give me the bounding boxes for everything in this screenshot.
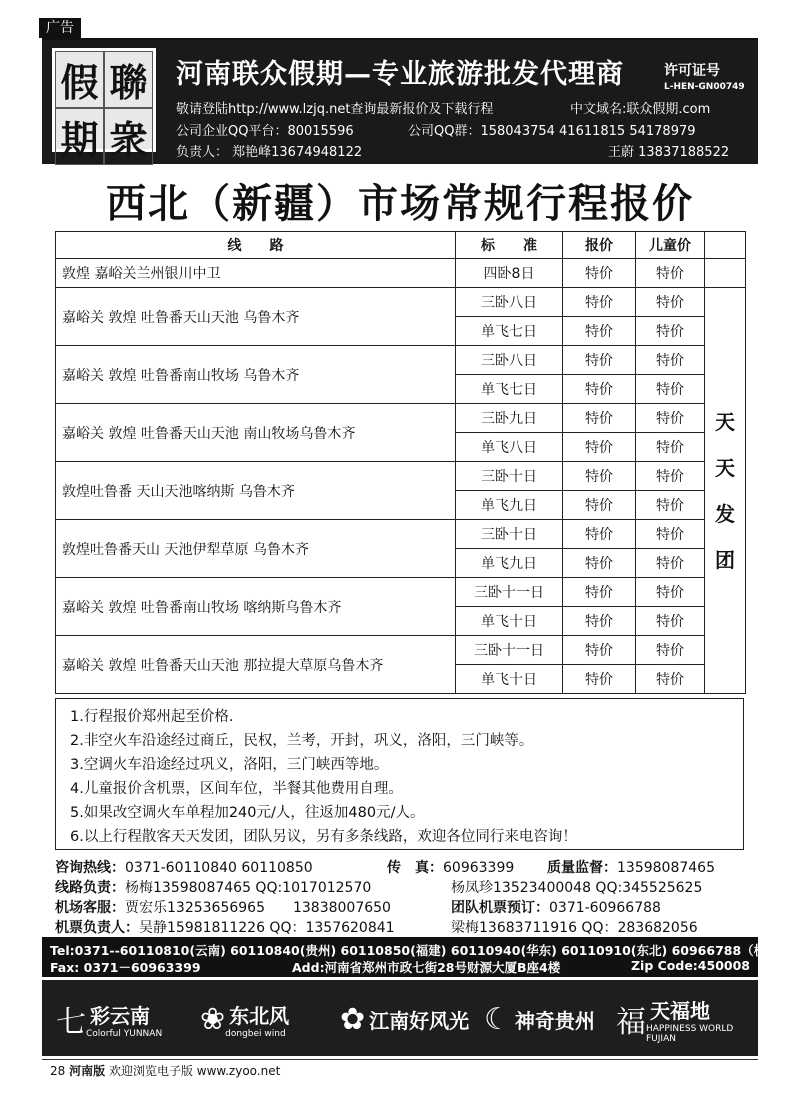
brand-colorful-yunnan [56,988,162,1050]
manager-contact-2: 王蔚 13837188522 [608,145,730,160]
price-cell: 特价 [563,636,636,665]
brand-jiangnan [340,988,469,1050]
route-cell: 嘉峪关 敦煌 吐鲁番天山天池 那拉提大草原乌鲁木齐 [56,636,456,694]
quality-label: 质量监督： [547,860,617,876]
price-cell: 特价 [563,578,636,607]
table-row [56,578,746,607]
note-item: 6.以上行程散客天天发团，团队另议，另有多条线路，欢迎各位同行来电咨询！ [70,829,577,845]
hotline-row [55,857,313,877]
child-price-cell: 特价 [636,491,705,520]
airport-row [55,897,391,917]
child-price-cell: 特价 [636,462,705,491]
header-blank [705,232,746,259]
logo-char: 衆 [104,108,153,165]
standard-cell: 单飞七日 [456,317,563,346]
price-cell: 特价 [563,433,636,462]
brand-sub: HAPPINESS WORLD FUJIAN [646,1023,734,1044]
hotline-value: 0371-60110840 60110850 [125,860,313,876]
note-item: 5.如果改空调火车单程加240元/人，往返加480元/人。 [70,805,425,821]
company-title: 河南联众假期—专业旅游批发代理商 [176,59,624,90]
note-item: 3.空调火车沿途经过巩义，洛阳，三门峡西等地。 [70,757,389,773]
child-price-cell: 特价 [636,520,705,549]
standard-cell: 四卧8日 [456,259,563,288]
flower-icon: ✿ [340,1001,366,1037]
route-contact-a: 杨梅13598087465 QQ:1017012570 [125,880,372,896]
fax-value: 60963399 [443,860,515,876]
daily-departure-label [705,288,746,694]
license-number: L-HEN-GN00749 [664,82,745,92]
child-price-cell: 特价 [636,433,705,462]
brand-name: 天福地 [650,998,710,1023]
moon-icon: ☾ [484,1001,511,1037]
qq-groups: 公司QQ群：158043754 41611815 54178979 [408,124,696,139]
logo-char: 期 [55,108,104,165]
notes-box [55,698,744,850]
route-contact-label: 线路负责： [55,880,125,896]
side-blank-cell [705,259,746,288]
team-ticket-label: 团队机票预订： [451,900,549,916]
daily-departure-char: 团 [715,547,735,572]
price-cell: 特价 [563,607,636,636]
child-price-cell: 特价 [636,288,705,317]
note-item: 4.儿童报价含机票，区间车位，半餐其他费用自理。 [70,781,403,797]
team-ticket-value: 0371-60966788 [549,900,661,916]
page-footer [50,1062,280,1079]
price-cell: 特价 [563,549,636,578]
route-cell: 嘉峪关 敦煌 吐鲁番南山牧场 喀纳斯乌鲁木齐 [56,578,456,636]
standard-cell: 单飞九日 [456,491,563,520]
route-cell: 嘉峪关 敦煌 吐鲁番南山牧场 乌鲁木齐 [56,346,456,404]
license-label: 许可证号 [664,63,720,79]
manager-contact: 负责人： 郑艳峰13674948122 [176,145,363,160]
price-cell: 特价 [563,375,636,404]
standard-cell: 单飞七日 [456,375,563,404]
contact-bar [42,937,792,977]
table-row [56,346,746,375]
standard-cell: 三卧九日 [456,404,563,433]
brand-mark-icon: 七 [56,1005,86,1040]
route-cell: 敦煌吐鲁番天山 天池伊犁草原 乌鲁木齐 [56,520,456,578]
route-cell: 嘉峪关 敦煌 吐鲁番天山天池 乌鲁木齐 [56,288,456,346]
quality-row [547,857,715,877]
ticket-manager-row [55,917,395,937]
ticket-manager-label: 机票负责人： [55,920,139,936]
edition-label: 河南版 [69,1064,106,1078]
fax-label: 传 真： [387,860,443,876]
page-title: 西北（新疆）市场常规行程报价 [106,181,694,227]
table-row [56,520,746,549]
brand-name: 东北风 [229,1003,290,1028]
price-cell: 特价 [563,491,636,520]
brand-strip [42,980,758,1056]
standard-cell: 三卧十日 [456,462,563,491]
brand-dongbei-wind [200,988,289,1050]
daily-departure-char: 天 [715,455,735,480]
ticket-manager-b: 梁梅13683711916 QQ：283682056 [451,920,698,936]
company-qq: 公司企业QQ平台：80015596 [176,124,354,139]
company-logo [52,48,156,162]
route-cell: 敦煌吐鲁番 天山天池喀纳斯 乌鲁木齐 [56,462,456,520]
route-cell: 敦煌 嘉峪关兰州银川中卫 [56,259,456,288]
note-item: 1.行程报价郑州起至价格. [70,709,234,725]
table-row [56,404,746,433]
standard-cell: 单飞十日 [456,607,563,636]
standard-cell: 三卧十一日 [456,578,563,607]
quality-value: 13598087465 [617,860,715,876]
logo-char: 假 [55,51,104,108]
table-row [56,288,746,317]
brand-name: 彩云南 [90,1003,150,1028]
header-standard: 标 准 [456,232,563,259]
company-header [42,40,758,164]
daily-departure-char: 发 [715,501,735,526]
child-price-cell: 特价 [636,665,705,694]
route-cell: 嘉峪关 敦煌 吐鲁番天山天池 南山牧场乌鲁木齐 [56,404,456,462]
standard-cell: 三卧十日 [456,520,563,549]
price-cell: 特价 [563,665,636,694]
price-cell: 特价 [563,259,636,288]
brand-fujian [616,988,758,1050]
child-price-cell: 特价 [636,404,705,433]
airport-value: 贾宏乐13253656965 13838007650 [125,900,391,916]
brand-name: 神奇贵州 [514,1008,595,1033]
brand-name: 江南好风光 [369,1008,470,1033]
standard-cell: 三卧十一日 [456,636,563,665]
footer-tagline[interactable]: 欢迎浏览电子版 www.zyoo.net [108,1064,281,1078]
table-row [56,462,746,491]
header-route: 线 路 [56,232,456,259]
team-ticket-row [451,897,661,917]
ticket-manager-a: 吴静15981811226 QQ：1357620841 [139,920,395,936]
price-cell: 特价 [563,520,636,549]
brand-guizhou [484,988,595,1050]
hotline-label: 咨询热线： [55,860,125,876]
child-price-cell: 特价 [636,317,705,346]
brand-sub: Colorful YUNNAN [86,1028,163,1039]
header-child-price: 儿童价 [636,232,705,259]
brand-mark-icon: 福 [616,1005,646,1040]
ad-tag: 广告 [39,18,81,38]
route-contact-b: 杨凤珍13523400048 QQ:345525625 [451,880,703,896]
price-cell: 特价 [563,462,636,491]
daily-departure-char: 天 [715,409,735,434]
price-table [55,231,746,694]
table-row [56,259,746,288]
price-cell: 特价 [563,288,636,317]
table-row [56,636,746,665]
brand-sub: dongbei wind [225,1028,286,1039]
price-cell: 特价 [563,317,636,346]
logo-char: 聯 [104,51,153,108]
fax-row [387,857,514,877]
standard-cell: 单飞十日 [456,665,563,694]
zip-line: Zip Code:450008 [630,958,750,973]
price-cell: 特价 [563,346,636,375]
website-line[interactable]: 敬请登陆http://www.lzjq.net查询最新报价及下载行程 [176,102,494,117]
child-price-cell: 特价 [636,375,705,404]
table-header-row [56,232,746,259]
fax-line: Fax: 0371－60963399 [50,960,201,975]
standard-cell: 三卧八日 [456,346,563,375]
route-contact-row [55,877,371,897]
domain-line[interactable]: 中文域名:联众假期.com [570,102,711,117]
page-number: 28 [50,1064,66,1078]
child-price-cell: 特价 [636,549,705,578]
standard-cell: 三卧八日 [456,288,563,317]
address-line: Add:河南省郑州市政七街28号财源大厦B座4楼 [292,960,561,975]
child-price-cell: 特价 [636,578,705,607]
flower-icon: ❀ [200,1001,226,1037]
price-cell: 特价 [563,404,636,433]
header-price: 报价 [563,232,636,259]
child-price-cell: 特价 [636,607,705,636]
footer-divider [42,1059,758,1060]
note-item: 2.非空火车沿途经过商丘，民权，兰考，开封，巩义，洛阳，三门峡等。 [70,733,534,749]
child-price-cell: 特价 [636,259,705,288]
standard-cell: 单飞八日 [456,433,563,462]
tel-line: Tel:0371--60110810(云南) 60110840(贵州) 60110850(福建) 60110940(华东) 60110910(东北) 60966788（机票） [50,943,792,958]
child-price-cell: 特价 [636,346,705,375]
airport-label: 机场客服： [55,900,125,916]
child-price-cell: 特价 [636,636,705,665]
standard-cell: 单飞九日 [456,549,563,578]
